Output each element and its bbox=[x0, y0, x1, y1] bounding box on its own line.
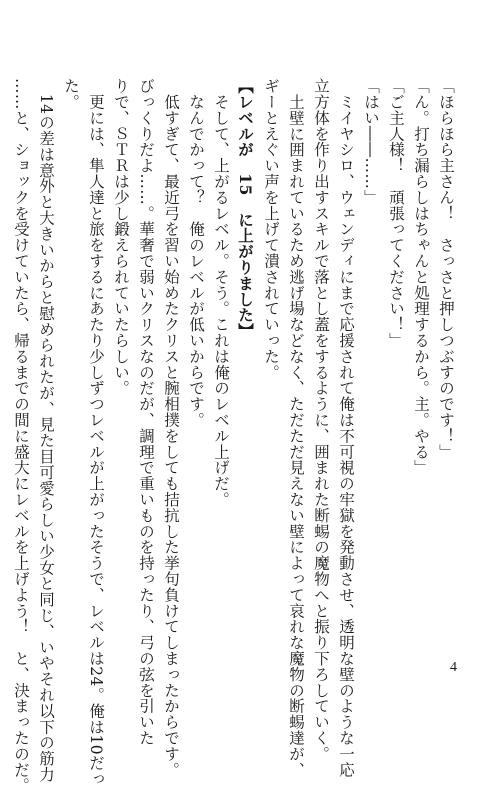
text-line: びっくりだよ……。華奢で弱いクリスなのだが、調理で重いものを持ったり、弓の弦を引いた bbox=[137, 78, 155, 746]
text-line: なんでかって？ 俺のレベルが低いからです。 bbox=[187, 78, 205, 428]
page-number: 4 bbox=[450, 660, 457, 675]
text-line: 立方体を作り出すスキルで落とし蓋をするように、囲まれた断蜴の魔物へと振り下ろしていく。 bbox=[312, 78, 330, 762]
text-line: 土壁に囲まれているため逃げ場などなく、ただただ見えない壁によって哀れな魔物の断蜴達が、 bbox=[287, 78, 305, 778]
text-line: そして、上がるレベル。そう。これは俺のレベル上げだ。 bbox=[212, 78, 230, 508]
text-line: 低すぎて、最近弓を習い始めたクリスと腕相撲をしても拮抗した挙句負けてしまったからです。 bbox=[162, 78, 180, 778]
text-line: 「ほらほら主さん！ さっさと押しつぶすのです！」 bbox=[437, 78, 455, 460]
text-line: 更には、隼人達と旅をするにあたり少しずつレベルが上がったそうで、レベルは24。俺は10だっ bbox=[87, 78, 105, 787]
text-line: りで、ＳＴＲは少し鍛えられていたらしい。 bbox=[112, 78, 130, 396]
text-line: 「はい――……」 bbox=[362, 78, 380, 206]
text-line: ……と、ショックを受けていたら、帰るまでの間に盛大にレベルを上げよう！ と、決まったのだ。 bbox=[12, 78, 30, 794]
text-line: 「ご主人様！ 頑張ってください！」 bbox=[387, 78, 405, 349]
text-line: 「ん。打ち漏らしはちゃんと処理するから。主。やる」 bbox=[412, 78, 430, 476]
text-line: ミイヤシロ、ウェンディにまで応援されて俺は不可視の牢獄を発動させ、透明な壁のような一応 bbox=[337, 78, 355, 778]
vertical-text-body bbox=[12, 78, 458, 794]
level-up-message: 【レベルが 15 に上がりました】 bbox=[236, 78, 255, 339]
text-line: 14の差は意外と大きいからと慰められたが、見た目可愛らしい少女と同じ、いやそれ以下の筋力 bbox=[37, 78, 55, 783]
text-line: た。 bbox=[62, 78, 80, 110]
text-line: ギーとえぐい声を上げて潰されていった。 bbox=[262, 78, 280, 381]
